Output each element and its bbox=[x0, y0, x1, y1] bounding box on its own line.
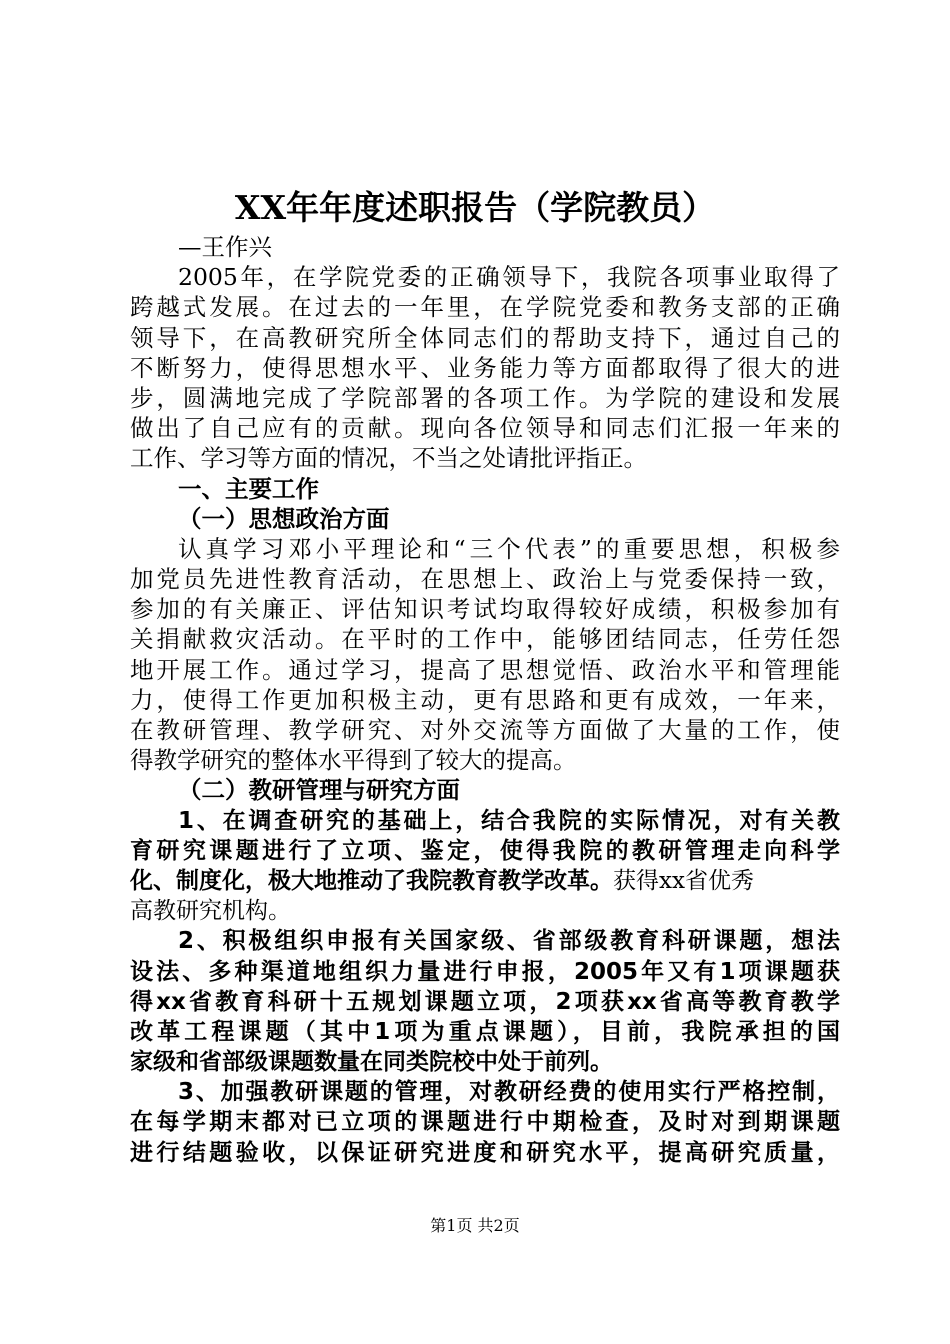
paragraph-line: 力，使得工作更加积极主动，更有思路和更有成效，一年来， bbox=[130, 685, 840, 714]
paragraph-line: 加党员先进性教育活动，在思想上、政治上与党委保持一致， bbox=[130, 565, 840, 594]
research-item-3 bbox=[130, 1077, 840, 1168]
paragraph-line: 在每学期末都对已立项的课题进行中期检查，及时对到期课题 bbox=[130, 1109, 840, 1136]
paragraph-line: 2005年，在学院党委的正确领导下，我院各项事业取得了 bbox=[178, 263, 840, 292]
paragraph-line: 地开展工作。通过学习，提高了思想觉悟、政治水平和管理能 bbox=[130, 655, 840, 684]
paragraph-line: 3、加强教研课题的管理，对教研经费的使用实行严格控制， bbox=[178, 1079, 840, 1106]
research-item-2 bbox=[130, 926, 840, 1077]
paragraph-line: 家级和省部级课题数量在同类院校中处于前列。 bbox=[130, 1049, 613, 1076]
paragraph-line bbox=[130, 866, 840, 896]
author-line: —王作兴 bbox=[178, 233, 272, 261]
page-footer: 第1页 共2页 bbox=[430, 1216, 520, 1235]
paragraph-line: 领导下，在高教研究所全体同志们的帮助支持下，通过自己的 bbox=[130, 323, 840, 352]
paragraph-line-text: 化、制度化，极大地推动了我院教育教学改革。 bbox=[130, 867, 613, 894]
document-body bbox=[130, 232, 840, 1168]
paragraph-line: 得xx省教育科研十五规划课题立项，2项获xx省高等教育教学 bbox=[130, 988, 840, 1015]
intro-paragraph bbox=[130, 262, 840, 473]
paragraph-line: 关捐献救灾活动。在平时的工作中，能够团结同志，任劳任怨 bbox=[130, 625, 840, 654]
research-item-1 bbox=[130, 806, 840, 927]
paragraph-line: 育研究课题进行了立项、鉴定，使得我院的教研管理走向科学 bbox=[130, 837, 840, 864]
political-paragraph bbox=[130, 534, 840, 776]
paragraph-line: 得教学研究的整体水平得到了较大的提高。 bbox=[130, 746, 577, 775]
paragraph-line: 步，圆满地完成了学院部署的各项工作。为学院的建设和发展 bbox=[130, 383, 840, 412]
subsection-heading-research: （二）教研管理与研究方面 bbox=[178, 776, 460, 805]
paragraph-line: 改革工程课题（其中1项为重点课题），目前，我院承担的国 bbox=[130, 1018, 840, 1045]
section-heading-main-work: 一、主要工作 bbox=[178, 474, 319, 503]
paragraph-line: 2、积极组织申报有关国家级、省部级教育科研课题，想法 bbox=[178, 928, 840, 955]
paragraph-line: 认真学习邓小平理论和“三个代表”的重要思想，积极参 bbox=[178, 534, 840, 563]
paragraph-line: 高教研究机构。 bbox=[130, 898, 291, 925]
paragraph-line: 工作、学习等方面的情况，不当之处请批评指正。 bbox=[130, 444, 647, 473]
paragraph-line: 做出了自己应有的贡献。现向各位领导和同志们汇报一年来的 bbox=[130, 414, 840, 443]
paragraph-line: 设法、多种渠道地组织力量进行申报，2005年又有1项课题获 bbox=[130, 958, 840, 985]
paragraph-line-tail: 获得xx省优秀 bbox=[613, 867, 754, 894]
paragraph-line: 1、在调查研究的基础上，结合我院的实际情况，对有关教 bbox=[178, 807, 840, 834]
paragraph-line: 跨越式发展。在过去的一年里，在学院党委和教务支部的正确 bbox=[130, 293, 840, 322]
document-title: XX年年度述职报告（学院教员） bbox=[234, 188, 716, 227]
paragraph-line: 不断努力，使得思想水平、业务能力等方面都取得了很大的进 bbox=[130, 353, 840, 382]
paragraph-line: 参加的有关廉正、评估知识考试均取得较好成绩，积极参加有 bbox=[130, 595, 840, 624]
paragraph-line: 进行结题验收，以保证研究进度和研究水平，提高研究质量， bbox=[130, 1139, 840, 1166]
paragraph-line: 在教研管理、教学研究、对外交流等方面做了大量的工作，使 bbox=[130, 716, 840, 744]
subsection-heading-political: （一）思想政治方面 bbox=[178, 504, 390, 533]
